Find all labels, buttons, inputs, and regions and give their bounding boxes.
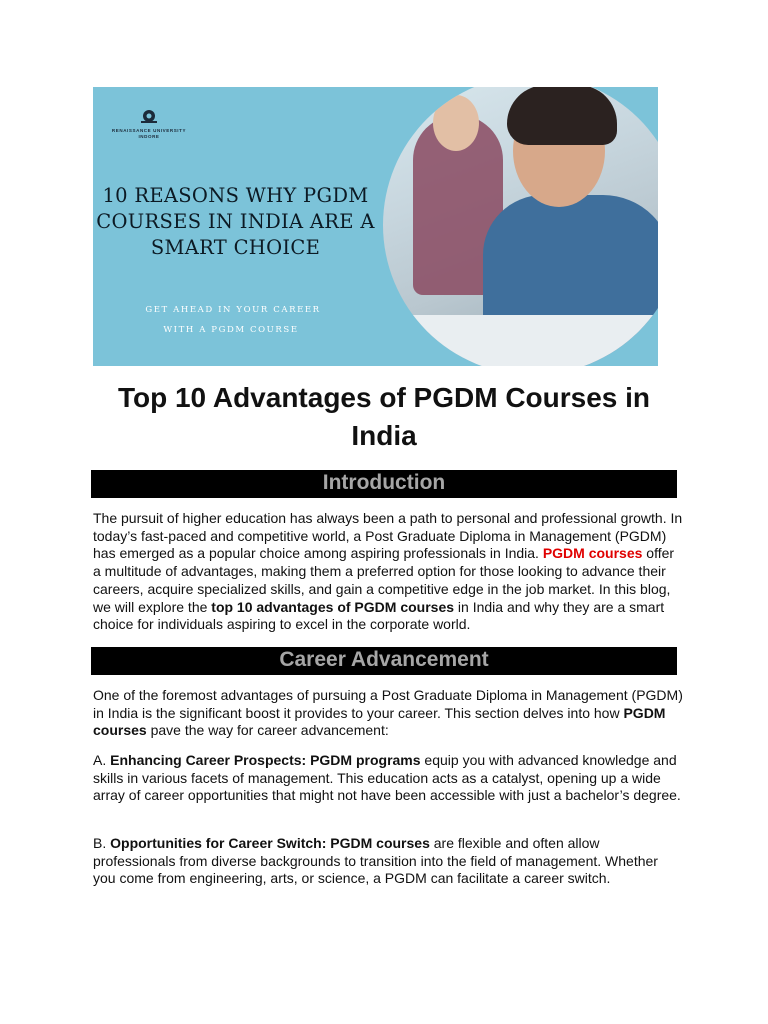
career-point-a bbox=[93, 752, 683, 805]
desk bbox=[383, 315, 658, 366]
pgdm-courses-link[interactable]: PGDM courses bbox=[542, 545, 643, 562]
point-a-bold: Enhancing Career Prospects: PGDM programs bbox=[110, 752, 421, 768]
crest-icon bbox=[138, 109, 160, 125]
logo-text-line1: RENAISSANCE UNIVERSITY bbox=[111, 128, 187, 133]
banner-title: 10 REASONS WHY PGDM COURSES IN INDIA ARE A SMART CHOICE bbox=[96, 184, 375, 259]
intro-paragraph bbox=[93, 510, 683, 634]
point-b-prefix: B. bbox=[93, 835, 111, 851]
student-background-head bbox=[433, 95, 479, 151]
career-paragraph bbox=[93, 687, 683, 740]
point-b-text: are flexible and often allow professionals from diverse backgrounds to transition into the field of management. Whether you come from engineering, arts, or science, a PGDM can facilitate a career switch. bbox=[93, 835, 658, 887]
section-heading-career-advancement: Career Advancement bbox=[91, 647, 677, 675]
students-photo bbox=[383, 87, 658, 366]
point-b-bold: Opportunities for Career Switch: PGDM courses bbox=[110, 835, 430, 851]
intro-text-c: in India and why they are a smart choice for individuals aspiring to excel in the corporate world. bbox=[93, 598, 665, 633]
intro-text-a: The pursuit of higher education has always been a path to personal and professional growth. In today’s fast-paced and competitive world, a Post Graduate Diploma in Management (PGDM) has emerged as a popular choice among aspiring professionals in India. bbox=[93, 510, 683, 562]
intro-bold: top 10 advantages of PGDM courses bbox=[211, 598, 455, 615]
university-logo bbox=[107, 109, 191, 140]
banner-subtitle-line2: WITH A PGDM COURSE bbox=[163, 325, 299, 335]
intro-text-b: offer a multitude of advantages, making them a preferred option for those looking to advance their careers, acquire specialized skills, and gain a competitive edge in the job market. In this blog, we will explore the bbox=[93, 545, 675, 615]
career-point-b bbox=[93, 835, 683, 888]
hero-banner bbox=[93, 87, 658, 366]
section-heading-introduction: Introduction bbox=[91, 470, 677, 498]
point-a-text: equip you with advanced knowledge and skills in various facets of management. This education acts as a catalyst, opening up a wide array of career opportunities that might not have been accessible with just a bachelor’s degree. bbox=[93, 752, 681, 804]
career-text-a: One of the foremost advantages of pursuing a Post Graduate Diploma in Management (PGDM) in India is the significant boost it provides to your career. This section delves into how bbox=[93, 687, 683, 721]
page-title: Top 10 Advantages of PGDM Courses in India bbox=[117, 382, 651, 451]
point-a-prefix: A. bbox=[93, 752, 111, 768]
career-bold: PGDM courses bbox=[93, 704, 666, 739]
career-text-b: pave the way for career advancement: bbox=[146, 722, 389, 739]
logo-text-line2: INDORE bbox=[138, 134, 160, 139]
banner-subtitle-line1: GET AHEAD IN YOUR CAREER bbox=[145, 305, 321, 315]
student-hair bbox=[507, 87, 617, 145]
